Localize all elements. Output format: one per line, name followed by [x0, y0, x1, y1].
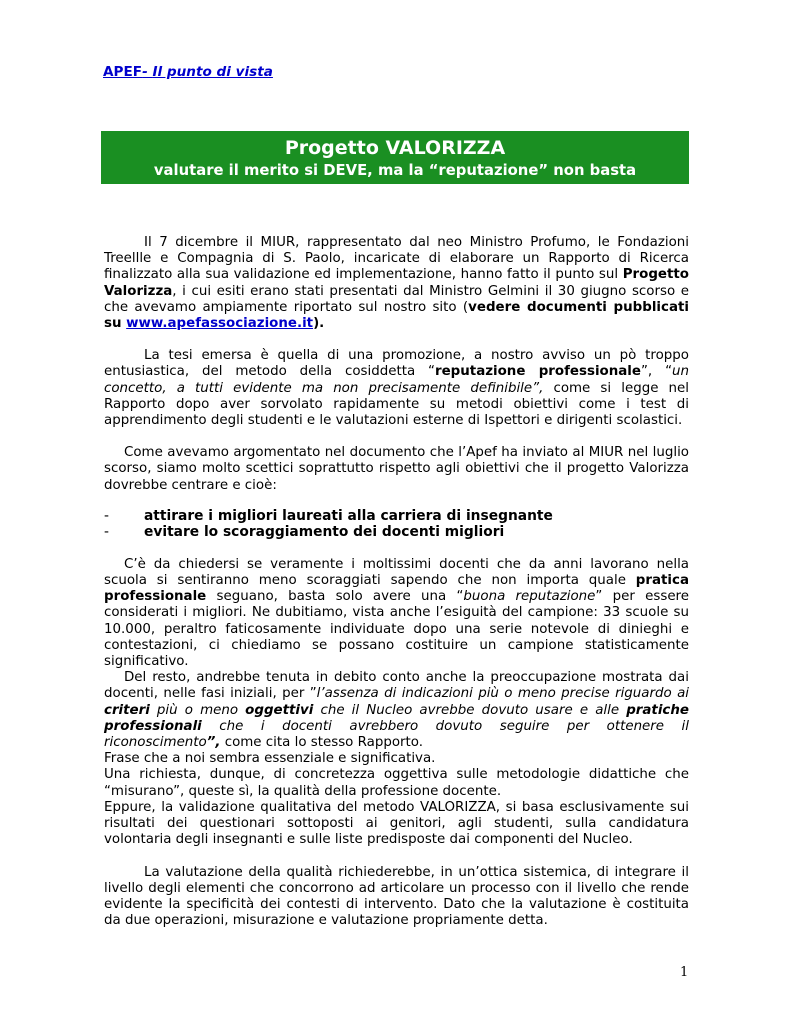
p1-see-documents: vedere documenti pubblicati su: [104, 299, 689, 332]
banner-title: Progetto VALORIZZA: [284, 137, 506, 159]
header-link[interactable]: [103, 64, 273, 80]
p2-text-c: ”, “: [640, 364, 673, 380]
spacer: [104, 541, 689, 557]
banner-subtitle: valutare il merito si DEVE, ma la “reputazione” non basta: [153, 162, 637, 179]
p5-criteria: criteri: [104, 702, 150, 718]
paragraph-6: Frase che a noi sembra essenziale e significativa.: [104, 751, 436, 767]
title-banner: [101, 131, 689, 184]
p2-text-a: La tesi emersa è quella di una promozione, a nostro avviso un pò troppo entusiastica, del metodo della cosiddetta “: [104, 348, 689, 380]
p2-text-e: come si legge nel Rapporto dopo aver sorvolato rapidamente su metodi obiettivi come i test di apprendimento degli studenti e le valutazioni esterne di Ispettori e dirigenti scolastici.: [104, 380, 689, 429]
p4-good-reputation: buona reputazione: [463, 589, 596, 605]
paragraph-7: Una richiesta, dunque, di concretezza oggettiva sulle metodologie didattiche che “misurano”, queste sì, la qualità della professione docente.: [104, 767, 689, 799]
p4-text-c: seguano, basta solo avere una “: [206, 589, 464, 605]
p5-quote-f: che il Nucleo avrebbe dovuto usare e alle: [313, 702, 627, 718]
p5-quote-b: l’assenza di indicazioni più o meno precise riguardo ai: [316, 686, 689, 702]
paragraph-1: [104, 235, 689, 332]
p5-professional-practices: pratiche professionali: [104, 702, 689, 734]
paragraph-9: La valutazione della qualità richiederebbe, in un’ottica sistemica, di integrare il livello degli elementi che concorrono ad articolare un processo con il livello che rende evidente la specificità dei contesti di intervento. Dato che la valutazione è costituita da due operazioni, misurazione e valutazione propriamente detta.: [104, 864, 689, 929]
paragraph-5: [104, 670, 689, 751]
spacer: [104, 849, 689, 865]
p5-quote-h: che i docenti avrebbero dovuto seguire per ottenere il riconoscimento: [104, 718, 689, 751]
p5-objective: oggettivi: [245, 702, 314, 718]
p5-quote-d: più o meno: [149, 702, 246, 718]
p4-professional-practice: pratica professionale: [104, 573, 689, 605]
p1-text-e: ).: [313, 316, 325, 332]
spacer: [104, 429, 689, 445]
header-subtitle: Il punto di vista: [152, 64, 273, 80]
p4-text-a: C’è da chiedersi se veramente i moltissimi docenti che da anni lavorano nella scuola si sentiranno meno scoraggiati sapendo che non importa quale: [104, 556, 689, 589]
p5-text-a: Del resto, andrebbe tenuta in debito conto anche la preoccupazione mostrata dai docenti, nelle fasi iniziali, per ”: [104, 670, 689, 702]
p1-project-name: Progetto Valorizza: [104, 267, 689, 299]
p1-text-c: , i cui esiti erano stati presentati dal Ministro Gelmini il 30 giugno scorso e che avevamo ampiamente riportato sul nostro sito (: [104, 283, 689, 315]
p2-quote: un concetto, a tutti evidente ma non precisamente definibile”,: [104, 364, 689, 396]
apef-website-link[interactable]: www.apefassociazione.it: [126, 316, 314, 332]
page-number: 1: [680, 965, 689, 980]
p5-text-j: come cita lo stesso Rapporto.: [220, 735, 424, 751]
spacer: [104, 332, 689, 348]
objectives-list: [104, 508, 689, 541]
p5-close-quote: ”,: [206, 735, 221, 751]
p2-professional-reputation: reputazione professionale: [434, 364, 641, 380]
p4-text-e: ” per essere considerati i migliori. Ne dubitiamo, vista anche l’esiguità del campione: 33 scuole su 10.000, peraltro faticosamente individuate dopo una serie notevole di dinieghi e contestazioni, ci chiediamo se possano costituire un campione statisticamente significativo.: [104, 589, 690, 670]
paragraph-2: [104, 348, 689, 429]
paragraph-8: Eppure, la validazione qualitativa del metodo VALORIZZA, si basa esclusivamente sui risultati dei questionari sottoposti ai genitori, agli studenti, sulla candidatura volontaria degli insegnanti e sulle liste predisposte dai componenti del Nucleo.: [104, 799, 689, 848]
list-item: - evitare lo scoraggiamento dei docenti migliori: [104, 524, 689, 541]
header-apef: APEF: [103, 64, 143, 80]
paragraph-3: Come avevamo argomentato nel documento che l’Apef ha inviato al MIUR nel luglio scorso, siamo molto scettici soprattutto rispetto agli obiettivi che il progetto Valorizza dovrebbe centrare e cioè:: [104, 445, 689, 493]
header-separator: -: [142, 64, 153, 80]
list-item: - attirare i migliori laureati alla carriera di insegnante: [104, 508, 689, 525]
p1-text-a: Il 7 dicembre il MIUR, rappresentato dal neo Ministro Profumo, le Fondazioni Treellle e Compagnia di S. Paolo, incaricate di elaborare un Rapporto di Ricerca finalizzato alla sua validazione ed implementazione, hanno fatto il punto sul: [104, 235, 689, 283]
paragraph-4: [104, 557, 689, 670]
article-body: [104, 235, 689, 929]
